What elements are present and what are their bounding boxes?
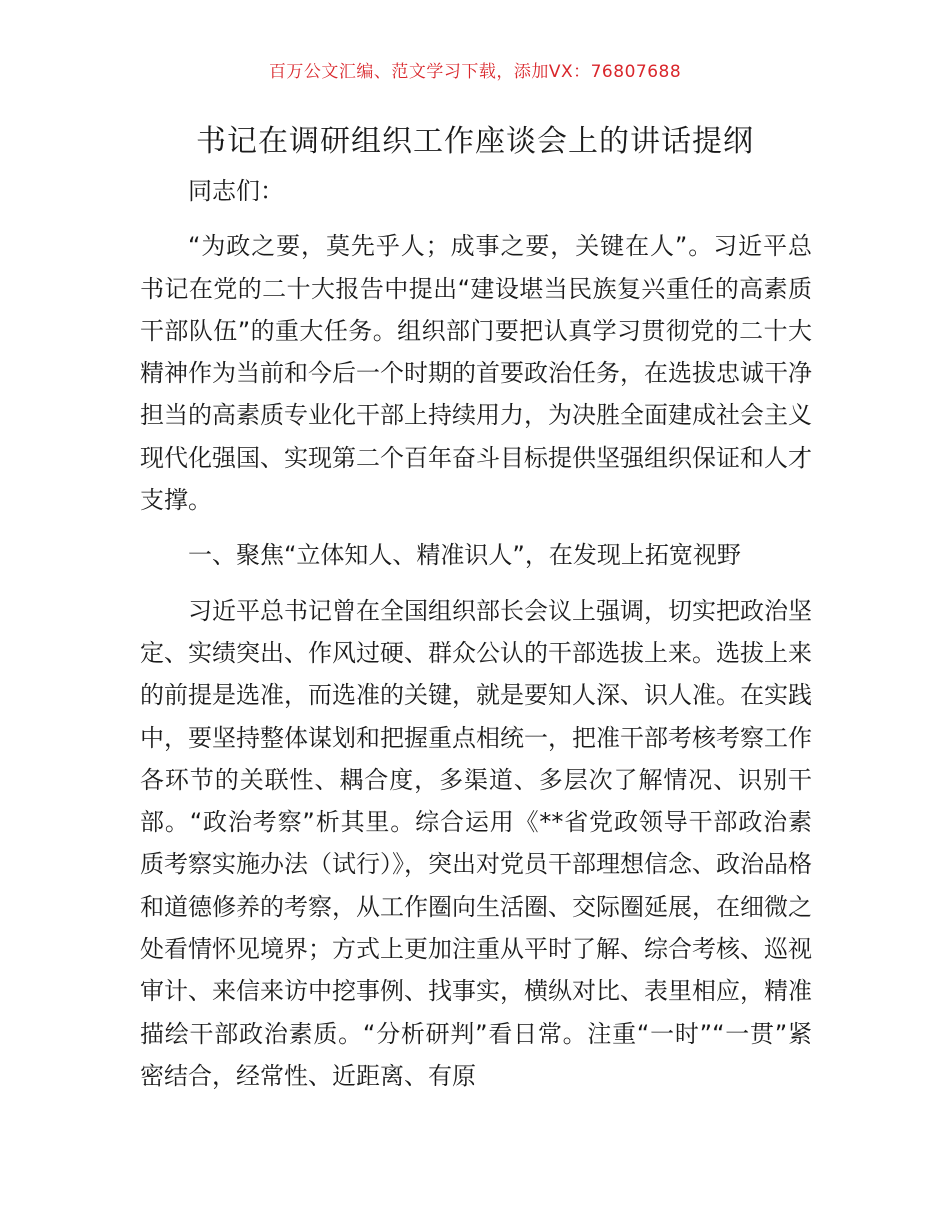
- section-paragraph: 习近平总书记曾在全国组织部长会议上强调，切实把政治坚定、实绩突出、作风过硬、群众公认的干部选拔上来。选拔上来的前提是选准，而选准的关键，就是要知人深、识人准。在实践中，要坚持整体谋划和把握重点相统一，把准干部考核考察工作各环节的关联性、耦合度，多渠道、多层次了解情况、识别干部。“政治考察”析其里。综合运用《**省党政领导干部政治素质考察实施办法（试行）》，突出对党员干部理想信念、政治品格和道德修养的考察，从工作圈向生活圈、交际圈延展，在细微之处看情怀见境界；方式上更加注重从平时了解、综合考核、巡视审计、来信来访中挖事例、找事实，横纵对比、表里相应，精准描绘干部政治素质。“分析研判”看日常。注重“一时”“一贯”紧密结合，经常性、近距离、有原: [140, 596, 812, 1090]
- page-title: 书记在调研组织工作座谈会上的讲话提纲: [196, 124, 754, 159]
- header-watermark-note: 百万公文汇编、范文学习下载，添加VX：76807688: [268, 62, 682, 82]
- intro-paragraph: “为政之要，莫先乎人；成事之要，关键在人”。习近平总书记在党的二十大报告中提出“建设堪当民族复兴重任的高素质干部队伍”的重大任务。组织部门要把认真学习贯彻党的二十大精神作为当前和今后一个时期的首要政治任务，在选拔忠诚干净担当的高素质专业化干部上持续用力，为决胜全面建成社会主义现代化强国、实现第二个百年奋斗目标提供坚强组织保证和人才支撑。: [140, 232, 812, 515]
- salutation: 同志们：: [188, 177, 284, 205]
- document-body: [140, 170, 812, 1097]
- section-heading: 一、聚焦“立体知人、精准识人”，在发现上拓宽视野: [188, 541, 741, 570]
